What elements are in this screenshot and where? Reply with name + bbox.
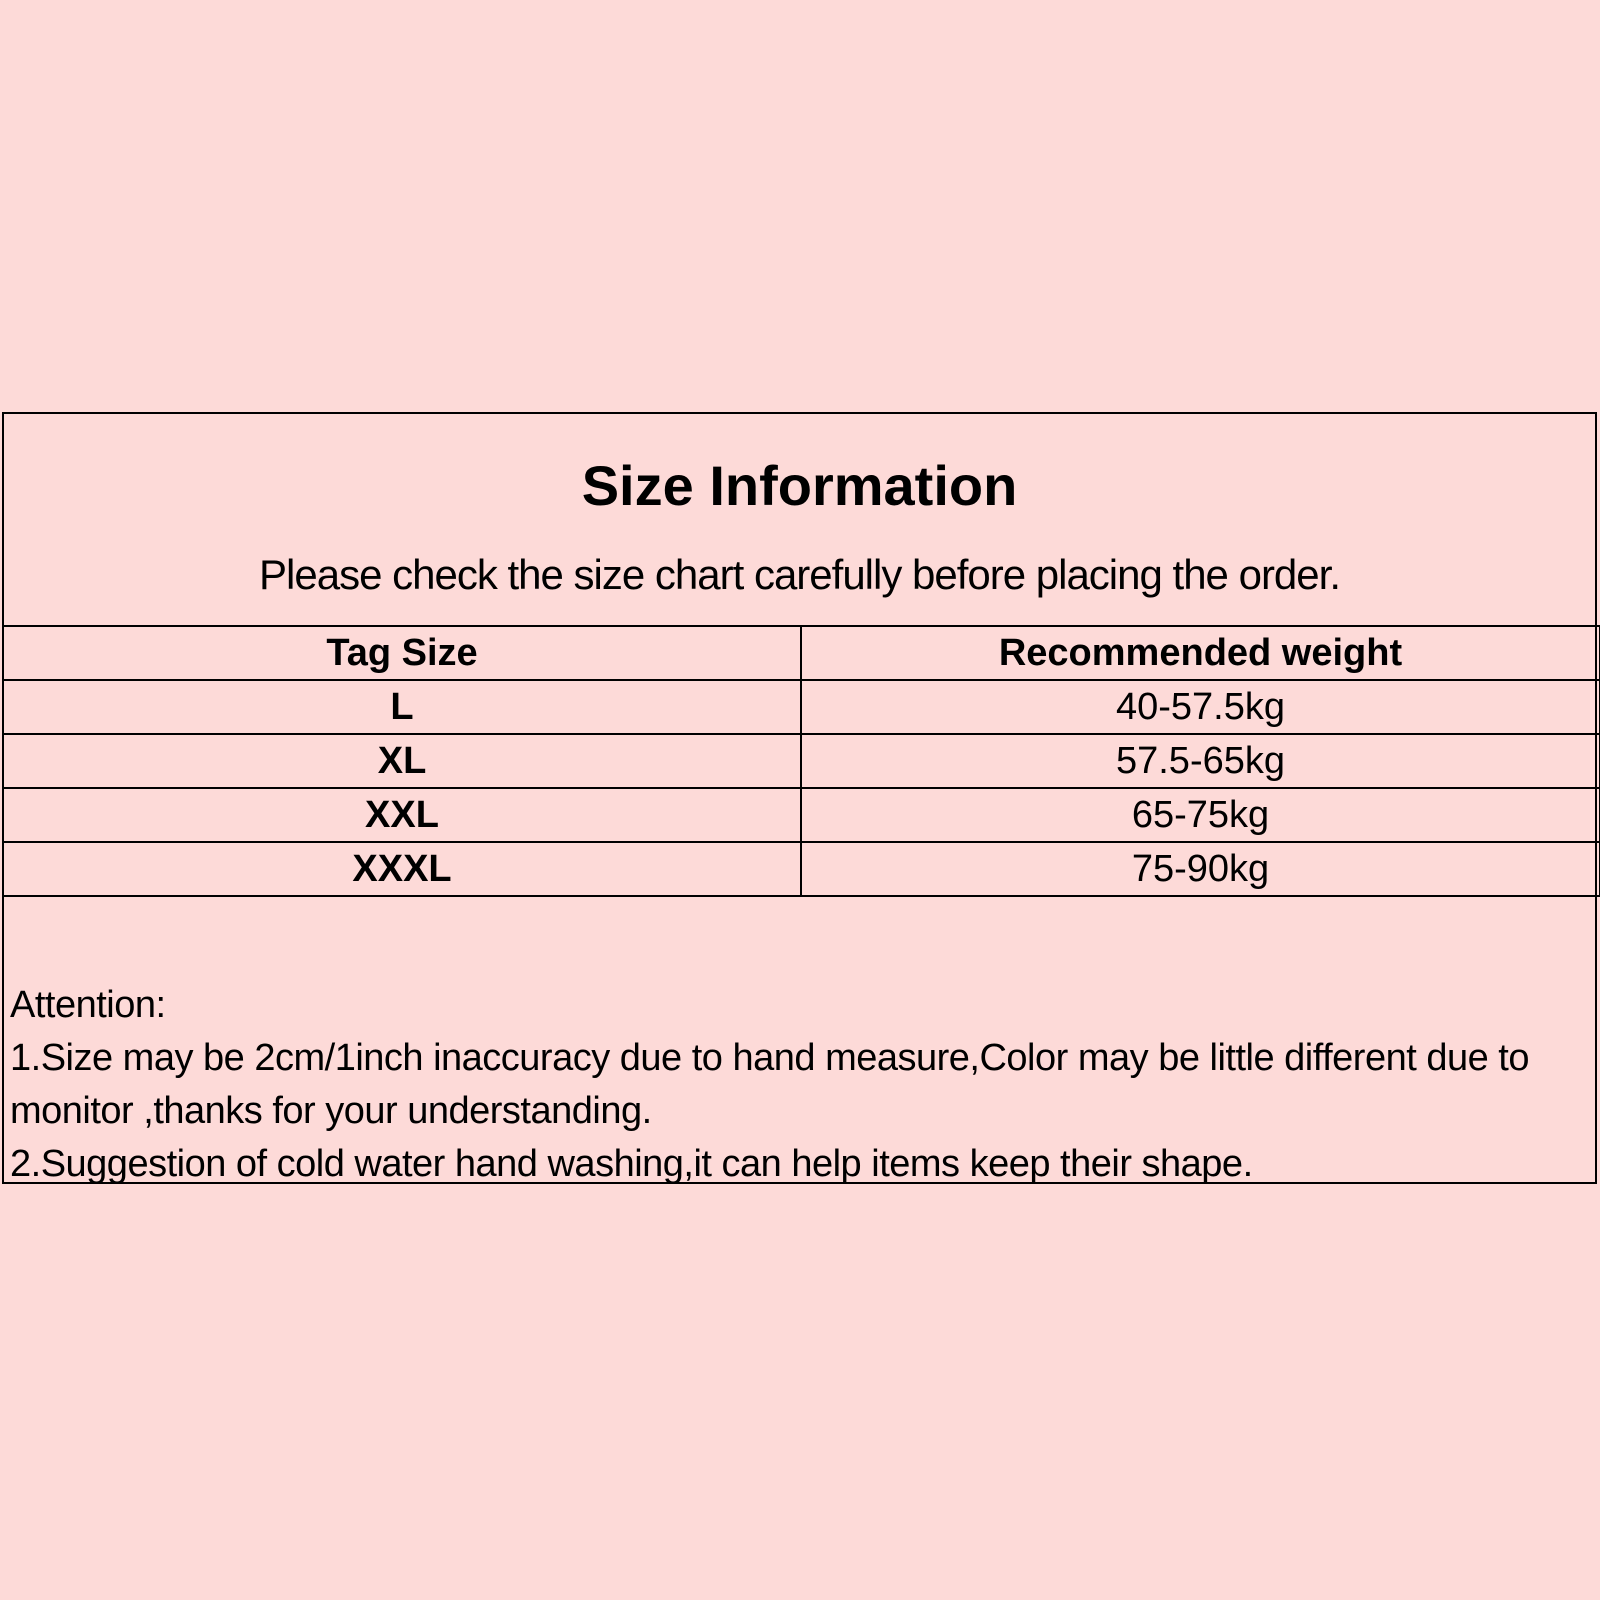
weight-cell: 57.5-65kg — [801, 734, 1600, 788]
note-line-1: 1.Size may be 2cm/1inch inaccuracy due to hand measure,Color may be little different due to monitor ,thanks for your understanding. — [10, 1037, 1540, 1132]
tag-size-cell: XXXL — [3, 842, 801, 896]
note-line-2: 2.Suggestion of cold water hand washing,it can help items keep their shape. — [10, 1143, 1253, 1185]
size-info-panel — [2, 412, 1597, 1184]
attention-notes — [10, 979, 1595, 1191]
tag-size-cell: L — [3, 680, 801, 734]
page-title: Size Information — [581, 454, 1018, 517]
table-header-row — [3, 626, 1600, 680]
size-table — [2, 625, 1600, 897]
weight-cell: 75-90kg — [801, 842, 1600, 896]
column-header-recommended-weight: Recommended weight — [801, 626, 1600, 680]
weight-cell: 65-75kg — [801, 788, 1600, 842]
table-row — [3, 788, 1600, 842]
weight-cell: 40-57.5kg — [801, 680, 1600, 734]
table-row — [3, 734, 1600, 788]
notes-heading: Attention: — [10, 984, 166, 1026]
column-header-tag-size: Tag Size — [3, 626, 801, 680]
table-row — [3, 680, 1600, 734]
table-row — [3, 842, 1600, 896]
tag-size-cell: XXL — [3, 788, 801, 842]
page-subtitle: Please check the size chart carefully before placing the order. — [259, 551, 1340, 598]
tag-size-cell: XL — [3, 734, 801, 788]
